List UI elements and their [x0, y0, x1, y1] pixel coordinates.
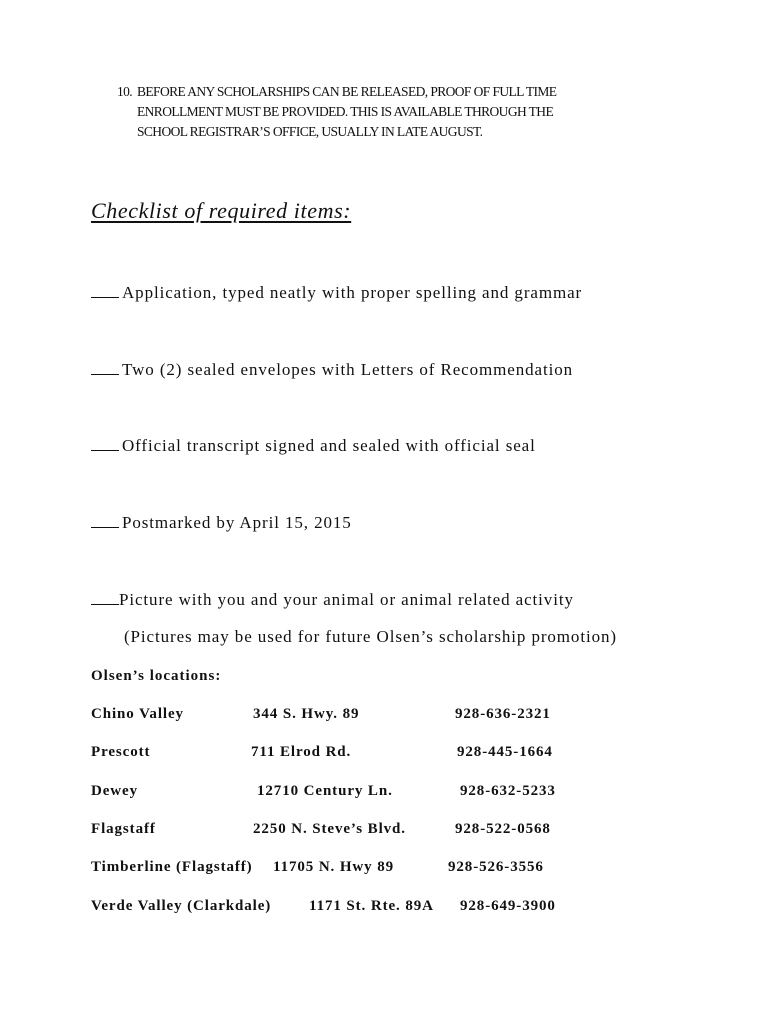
checklist-item: [91, 590, 574, 610]
location-name: Prescott: [91, 744, 151, 760]
location-row: [91, 859, 711, 881]
location-phone: 928-522-0568: [455, 821, 551, 837]
note-number: 10.: [117, 84, 133, 99]
location-row: [91, 744, 711, 766]
location-address: 11705 N. Hwy 89: [273, 859, 395, 875]
note-line-text: BEFORE ANY SCHOLARSHIPS CAN BE RELEASED, PROOF OF FULL TIME: [137, 84, 557, 99]
checklist-item: [91, 436, 536, 456]
location-row: [91, 783, 711, 805]
note-line: [117, 82, 657, 102]
location-phone: 928-445-1664: [457, 744, 553, 760]
location-name: Flagstaff: [91, 821, 156, 837]
location-phone: 928-649-3900: [460, 898, 556, 914]
note-line: SCHOOL REGISTRAR’S OFFICE, USUALLY IN LATE AUGUST.: [137, 124, 483, 139]
location-phone: 928-632-5233: [460, 783, 556, 799]
checkbox-blank: [91, 515, 119, 528]
location-address: 344 S. Hwy. 89: [253, 706, 360, 722]
checkbox-blank: [91, 438, 119, 451]
location-name: Timberline (Flagstaff): [91, 859, 253, 875]
location-row: [91, 898, 711, 920]
checklist-item: [91, 360, 573, 380]
checklist-item-text: Application, typed neatly with proper spelling and grammar: [122, 283, 583, 302]
checklist-heading: Checklist of required items:: [91, 198, 352, 223]
checklist-item-text: Picture with you and your animal or animal related activity: [119, 590, 574, 609]
location-address: 711 Elrod Rd.: [251, 744, 352, 760]
location-name: Dewey: [91, 783, 138, 799]
location-address: 12710 Century Ln.: [257, 783, 393, 799]
checkbox-blank: [91, 285, 119, 298]
enrollment-note: [117, 82, 657, 142]
locations-title: Olsen’s locations:: [91, 668, 222, 684]
checklist-item-text: Postmarked by April 15, 2015: [122, 513, 352, 532]
location-address: 1171 St. Rte. 89A: [309, 898, 434, 914]
location-row: [91, 706, 711, 728]
location-phone: 928-526-3556: [448, 859, 544, 875]
location-phone: 928-636-2321: [455, 706, 551, 722]
picture-note: (Pictures may be used for future Olsen’s scholarship promotion): [124, 627, 617, 646]
note-line: ENROLLMENT MUST BE PROVIDED. THIS IS AVAILABLE THROUGH THE: [137, 104, 554, 119]
checklist-item-text: Official transcript signed and sealed with official seal: [122, 436, 536, 455]
location-name: Chino Valley: [91, 706, 184, 722]
checklist-item: [91, 283, 582, 303]
location-row: [91, 821, 711, 843]
checklist-item: [91, 513, 352, 533]
checkbox-blank: [91, 592, 119, 605]
location-name: Verde Valley (Clarkdale): [91, 898, 272, 914]
checklist-item-text: Two (2) sealed envelopes with Letters of Recommendation: [122, 360, 573, 379]
location-address: 2250 N. Steve’s Blvd.: [253, 821, 406, 837]
checkbox-blank: [91, 362, 119, 375]
